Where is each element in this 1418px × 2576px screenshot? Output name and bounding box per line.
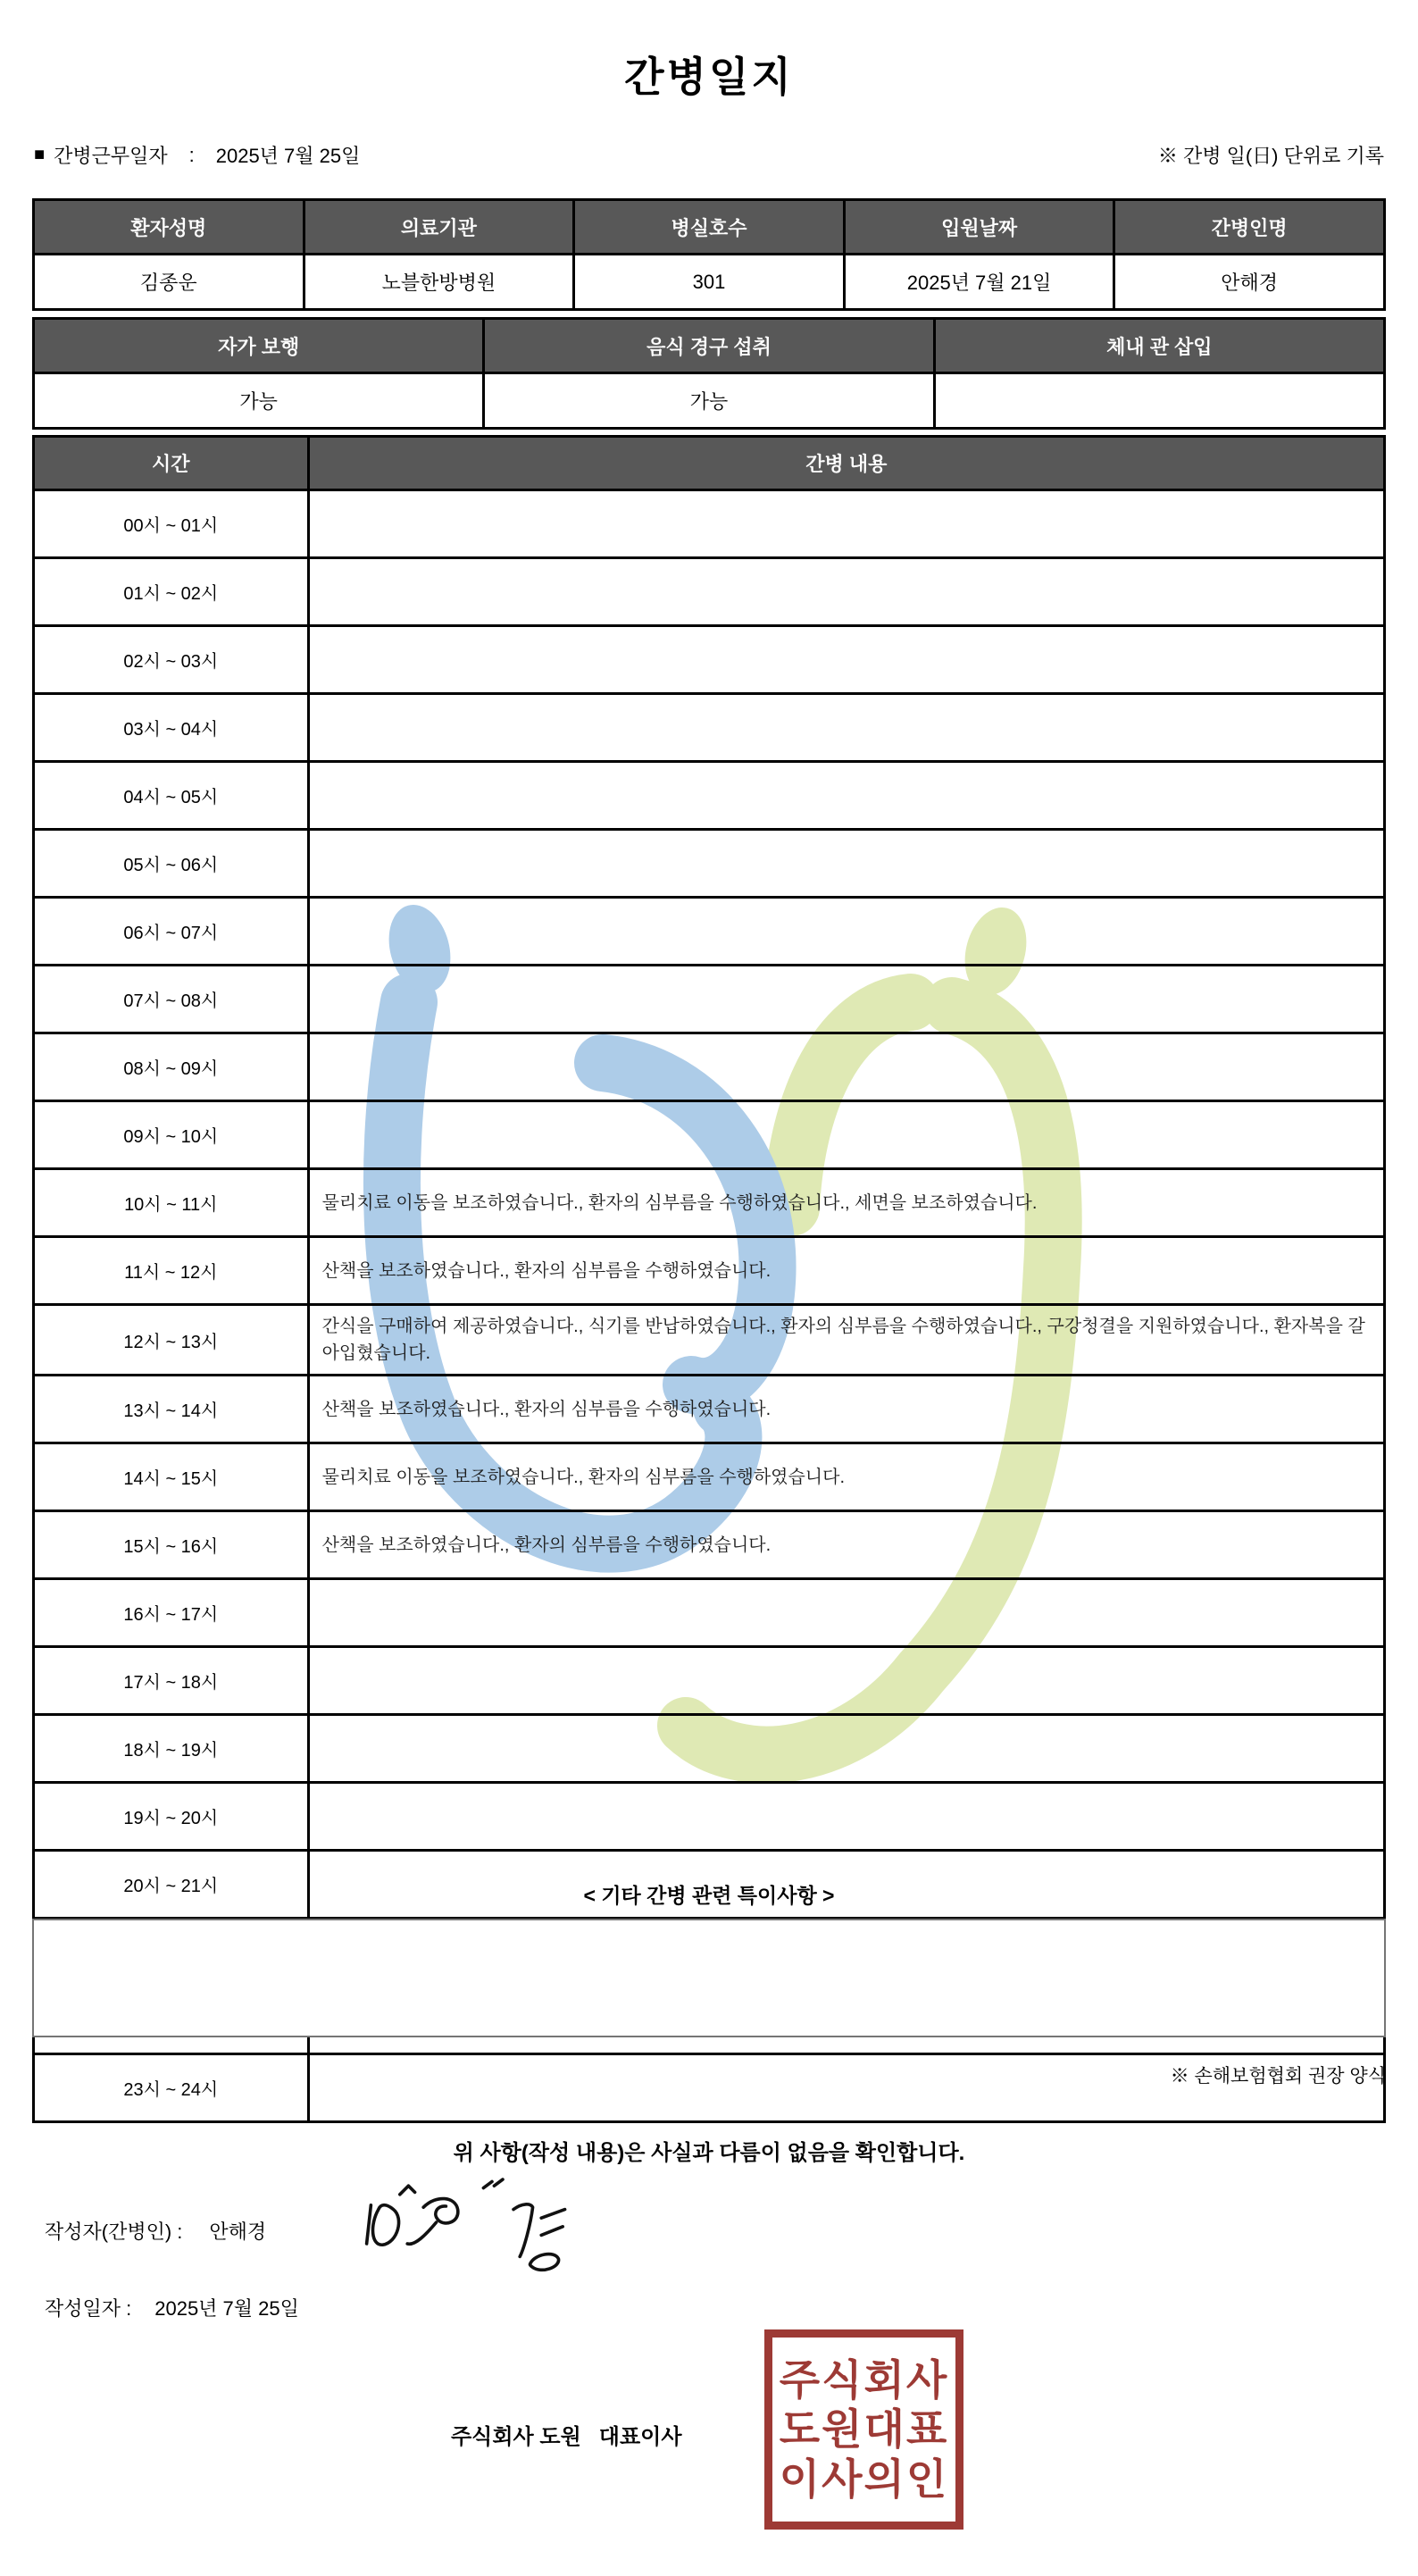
writer-name: 안해경 [209, 2221, 267, 2243]
care-log-content [308, 1715, 1384, 1783]
room-number-value: 301 [574, 255, 845, 310]
care-log-row [34, 694, 1385, 762]
care-log-row [34, 626, 1385, 694]
corporate-seal-stamp [764, 2329, 963, 2530]
care-log-row [34, 490, 1385, 558]
page-title: 간병일지 [624, 54, 794, 100]
caregiver-name-header: 간병인명 [1114, 200, 1385, 255]
care-log-content [308, 1101, 1384, 1169]
care-log-row [34, 1237, 1385, 1305]
care-log-content [308, 490, 1384, 558]
care-log-content [308, 626, 1384, 694]
internal-tube-value [934, 373, 1384, 429]
seal-line-2: 도원대표 [779, 2405, 949, 2454]
care-log-content [308, 762, 1384, 830]
care-log-content [308, 1033, 1384, 1101]
care-log-time: 06시 ~ 07시 [34, 898, 309, 966]
medical-institution-header: 의료기관 [304, 200, 574, 255]
care-log-row [34, 1169, 1385, 1237]
oral-intake-header: 음식 경구 섭취 [484, 319, 934, 373]
work-date-label: 간병근무일자 [54, 145, 168, 167]
form-standard-note: ※ 손해보험협회 권장 양식 [1170, 2066, 1386, 2087]
work-date-value: 2025년 7월 25일 [215, 145, 361, 167]
care-log-time: 04시 ~ 05시 [34, 762, 309, 830]
care-log-header-row [34, 437, 1385, 490]
care-log-time: 03시 ~ 04시 [34, 694, 309, 762]
care-log-time: 14시 ~ 15시 [34, 1443, 309, 1511]
care-log-row [34, 1305, 1385, 1376]
patient-status-table [32, 317, 1386, 430]
self-walking-header: 자가 보행 [34, 319, 484, 373]
care-log-content: 산책을 보조하였습니다., 환자의 심부름을 수행하였습니다. [308, 1511, 1384, 1579]
care-log-time: 09시 ~ 10시 [34, 1101, 309, 1169]
care-log-time: 05시 ~ 06시 [34, 830, 309, 898]
caregiver-name-value: 안해경 [1114, 255, 1385, 310]
care-log-content [308, 558, 1384, 626]
care-log-time: 02시 ~ 03시 [34, 626, 309, 694]
care-log-time: 00시 ~ 01시 [34, 490, 309, 558]
patient-name-header: 환자성명 [34, 200, 304, 255]
care-log-row [34, 1033, 1385, 1101]
square-bullet-icon: ■ [34, 145, 46, 164]
care-log-content: 간식을 구매하여 제공하였습니다., 식기를 반납하였습니다., 환자의 심부름을 수행하였습니다., 구강청결을 지원하였습니다., 환자복을 갈아입혔습니다. [308, 1305, 1384, 1376]
care-log-row [34, 1647, 1385, 1715]
care-log-row [34, 966, 1385, 1033]
care-log-row [34, 1579, 1385, 1647]
care-log-content: 산책을 보조하였습니다., 환자의 심부름을 수행하였습니다. [308, 1376, 1384, 1443]
patient-info-table [32, 198, 1386, 311]
care-log-row [34, 1511, 1385, 1579]
handwritten-signature [359, 2169, 582, 2276]
company-ceo-line: 주식회사 도원 대표이사 [451, 2425, 682, 2449]
patient-info-value-row [34, 255, 1385, 310]
written-date-row [45, 2294, 299, 2321]
care-log-time: 01시 ~ 02시 [34, 558, 309, 626]
care-log-table [32, 435, 1386, 2123]
care-log-content [308, 966, 1384, 1033]
internal-tube-header: 체내 관 삽입 [934, 319, 1384, 373]
care-log-row [34, 762, 1385, 830]
care-log-row [34, 898, 1385, 966]
care-log-row [34, 558, 1385, 626]
care-log-time: 23시 ~ 24시 [34, 2054, 309, 2122]
care-log-content [308, 830, 1384, 898]
care-log-content: 물리치료 이동을 보조하였습니다., 환자의 심부름을 수행하였습니다., 세면을 보조하였습니다. [308, 1169, 1384, 1237]
care-log-row [34, 1101, 1385, 1169]
care-log-time: 10시 ~ 11시 [34, 1169, 309, 1237]
status-value-row [34, 373, 1385, 429]
care-log-time: 18시 ~ 19시 [34, 1715, 309, 1783]
written-date-label: 작성일자 : [45, 2297, 132, 2320]
care-log-content [308, 898, 1384, 966]
work-date-separator: : [188, 143, 195, 166]
care-log-time: 08시 ~ 09시 [34, 1033, 309, 1101]
confirmation-statement: 위 사항(작성 내용)은 사실과 다름이 없음을 확인합니다. [453, 2141, 965, 2165]
written-date-value: 2025년 7월 25일 [154, 2297, 299, 2320]
care-log-content [308, 1647, 1384, 1715]
care-log-content: 산책을 보조하였습니다., 환자의 심부름을 수행하였습니다. [308, 1237, 1384, 1305]
seal-line-1: 주식회사 [779, 2355, 949, 2404]
care-log-time: 15시 ~ 16시 [34, 1511, 309, 1579]
special-notes-heading: < 기타 간병 관련 특이사항 > [583, 1884, 835, 1907]
special-notes-box [32, 1919, 1386, 2037]
care-log-row [34, 1783, 1385, 1851]
time-header: 시간 [34, 437, 309, 490]
meta-row [34, 141, 1384, 169]
status-header-row [34, 319, 1385, 373]
care-log-row [34, 1715, 1385, 1783]
oral-intake-value: 가능 [484, 373, 934, 429]
care-log-time: 12시 ~ 13시 [34, 1305, 309, 1376]
admission-date-value: 2025년 7월 21일 [844, 255, 1114, 310]
unit-note: ※ 간병 일(日) 단위로 기록 [1157, 145, 1384, 167]
care-log-content [308, 1783, 1384, 1851]
care-log-row [34, 830, 1385, 898]
care-content-header: 간병 내용 [308, 437, 1384, 490]
care-log-time: 07시 ~ 08시 [34, 966, 309, 1033]
seal-line-3: 이사의인 [779, 2455, 949, 2503]
care-log-time: 17시 ~ 18시 [34, 1647, 309, 1715]
self-walking-value: 가능 [34, 373, 484, 429]
care-log-content [308, 694, 1384, 762]
care-log-content [308, 1579, 1384, 1647]
writer-label: 작성자(간병인) : [45, 2221, 183, 2243]
care-log-content: 물리치료 이동을 보조하였습니다., 환자의 심부름을 수행하였습니다. [308, 1443, 1384, 1511]
care-log-row [34, 1443, 1385, 1511]
patient-info-header-row [34, 200, 1385, 255]
care-log-time: 13시 ~ 14시 [34, 1376, 309, 1443]
care-log-time: 11시 ~ 12시 [34, 1237, 309, 1305]
care-log-time: 20시 ~ 21시 [34, 1851, 309, 1919]
patient-name-value: 김종운 [34, 255, 304, 310]
care-log-time: 16시 ~ 17시 [34, 1579, 309, 1647]
room-number-header: 병실호수 [574, 200, 845, 255]
care-log-row [34, 1376, 1385, 1443]
medical-institution-value: 노블한방병원 [304, 255, 574, 310]
admission-date-header: 입원날짜 [844, 200, 1114, 255]
writer-row [45, 2217, 266, 2245]
care-log-time: 19시 ~ 20시 [34, 1783, 309, 1851]
work-date-line [34, 141, 360, 169]
